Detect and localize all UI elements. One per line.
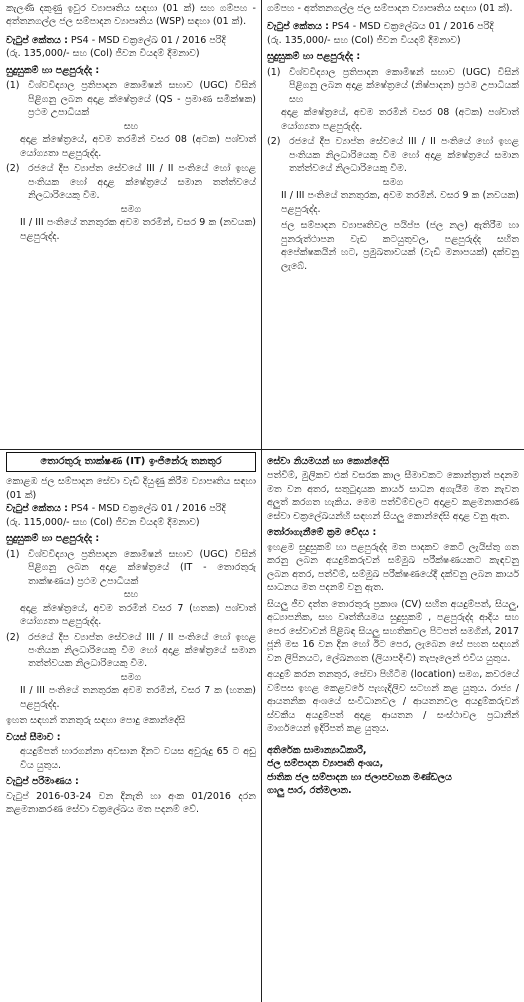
section-title: තොරතුරු තාක්ෂණ (IT) ඉංජිනේරු තනතුර <box>6 452 256 472</box>
top-right-column <box>267 2 519 273</box>
qualification-heading: සුදුසුකම් හා පළපුරුද්ද : <box>267 51 361 63</box>
bottom-left-column <box>6 452 256 817</box>
selection-heading: තෝරාගැනීමේ ක්‍රම වේදය : <box>267 527 377 539</box>
salary-amount: (රු. 115,000/- සහ (Col) ජීවන වියදම් දීමනාව) <box>6 516 200 528</box>
salary-label: වැටුප් කේතය : <box>6 34 68 46</box>
experience-text: අදාළ ක්ෂේත්‍රයේ, අවම තරමින් වසර 08 (අටක) පශ්චාත් යෝග්‍යතා පළපුරුද්ද. <box>20 134 256 159</box>
experience-text: II / III පංතියේ තනතුරක අවම තරමින්, වසර 7 ක (හතක) පළපුරුද්ද. <box>20 685 256 710</box>
address-line: ගාලු පාර, රත්මලාන. <box>267 785 352 797</box>
item-number: (1) <box>6 80 20 92</box>
item-number: (2) <box>6 163 20 175</box>
salary-amount: (රු. 135,000/- සහ (Col) ජීවන වියදම් දීමනාව) <box>267 34 461 46</box>
salary-code: PS4 - MSD චක්‍රලේඛ 01 / 2016 පරිදි <box>70 34 226 46</box>
experience-text: අදාළ ක්ෂේත්‍රයේ, අවම තරමින් වසර 08 (අටක) පශ්චාත් යෝග්‍යතා පළපුරුද්ද. <box>281 107 519 132</box>
and-word: සහ <box>123 120 139 132</box>
item-number: (1) <box>267 66 281 78</box>
experience-text: II / III පංතියේ තනතුරක, අවම තරමින්. වසර 9 ක (නවයක) පළපුරුද්ද. <box>281 190 519 215</box>
salary-label: වැටුප් කේතය : <box>267 21 329 33</box>
item-text: විශ්වවිද්‍යාල ප්‍රතිපාදන කොමිෂන් සභාව (UGC) විසින් පිළිගනු ලබන අදාළ ක්ෂේත්‍රයේ (IT - තොරතුරු තාක්ෂණය) ප්‍රථම උපාධියක් <box>28 548 256 587</box>
experience-text: II / III පංතියේ තනතුරක අවම තරමින්, වසර 9 ක (නවයක) පළපුරුද්ද. <box>20 217 256 242</box>
item-text: විශ්වවිද්‍යාල ප්‍රතිපාදන කොමිෂන් සභාව (UGC) විසින් පිළිගනු ලබන අදාළ ක්ෂේත්‍රයේ (නිෂ්පාදන) ප්‍රථම උපාධියක් සහ <box>289 66 519 105</box>
qualification-heading: සුදුසුකම් හා පළපුරුද්ද : <box>6 533 100 545</box>
salary-code: PS4 - MSD චක්‍රලේඛ 01 / 2016 පරිදි <box>70 503 226 515</box>
item-number: (1) <box>6 548 20 560</box>
item-number: (2) <box>6 631 20 643</box>
experience-text: අදාළ ක්ෂේත්‍රයේ, අවම තරමින් වසර 7 (හතක) පශ්චාත් යෝග්‍යතා පළපුරුද්ද. <box>20 602 256 628</box>
application-text: සියලු ජීව දත්ත තොරතුරු ප්‍රකාශ (CV) සහිත අයදුම්පත්, සියලු, අධ්‍යාපනික, සහ වෘත්තීයමය සුදුසුකම් , පළපුරුද්ද ආදිය සහ පෙර සේවාවන් පිළිබඳ සියලු සහතිකවල පිටපත් සමගින්, 2017 ජූනි මස 16 වන දින හෝ ඊට පෙර, ලැබෙන සේ පහත සඳහන් වන ලිපිනයට, ලේඛනගත (ලියාපදිංචි) තැපෑලෙන් එවිය යුතුය. <box>267 598 519 664</box>
intro-text: ගම්පහ - අත්තනගල්ල ජල සම්පාදන ව්‍යාපෘතිය සඳහා (01 ක්). <box>267 3 513 14</box>
salary-amount: (රු. 135,000/- සහ (Col) ජීවන වියදම් දීමනාව) <box>6 48 200 60</box>
and-word: සමග <box>120 671 142 683</box>
terms-text: පත්වීම්, මුලිකව එක් වසරක කාල සීමාවකට කොන්ත්‍රාත් පදනම මත වන අතර, සතුටුදායක කාර්ය සාධන අගැයීම මත නැවත අලුත් කරගත හැකිය. මෙම පත්වීම්වලට අදාළව කළමනාකරණ සේවා චක්‍රලේඛයන්හි සඳහන් සියලු කොන්දේසි අදාළ වනු ඇත. <box>267 470 519 522</box>
age-heading: වයස් සීමාව : <box>6 731 61 743</box>
qualification-heading: සුදුසුකම් හා පළපුරුද්ද : <box>6 64 100 76</box>
terms-heading: සේවා නියමයන් හා කොන්දේසි <box>267 456 390 467</box>
top-left-column <box>6 2 256 243</box>
selection-text: ඉහළම සුදුසුකම් හා පළපුරුද්ද මත පාදකව කෙටි ලැයිස්තු ගත කරනු ලබන අයදුම්කරුවන් සම්මුඛ පරීක්ෂණයකට කැඳවනු ලබන අතර, පත්වීම්, සම්මුඛ පරීක්ෂණයේදී දක්වනු ලබන කාර්ය සාධනය මත පදනම් වනු ඇත. <box>267 541 519 594</box>
priority-text: ජල සම්පාදන ව්‍යාපෘතිවල පයිප්ප (ජල නල) ඇතිරීම හා පුනරුත්ථාපන වැඩ කටයුතුවල, පළපුරුද්ද සහිත අපේක්ෂකයින් හට, ප්‍රමුඛතාවයක් (වැඩි මනාපයක්) දක්වනු ලැබේ. <box>281 220 519 272</box>
pay-text: වැටුප් 2016-03-24 වන දිනැති හා අංක 01/2016 දරන කළමනාකරණ සේවා චක්‍රලේඛය මත පදනම් වේ. <box>6 790 256 816</box>
and-word: සමග <box>382 176 404 188</box>
item-text: රජයේ දීප ව්‍යාප්ත සේවයේ III / II පංතියේ හෝ ඉහළ පංතියක හෝ අදාළ ක්ෂේත්‍රයේ සමාන තත්ත්වයේ නිලධාරියෙකු වීම. <box>28 163 256 202</box>
list-item <box>6 79 256 119</box>
intro-text: කොළඹ ජල සම්පාදන සේවා වැඩි දියුණු කිරීම ව්‍යාපෘතිය සඳහා (01 ක්) <box>6 476 256 501</box>
address-line: ජල සම්පාදන ව්‍යාපෘති අංශය, <box>267 758 384 770</box>
address-block <box>267 744 519 798</box>
item-text: රජයේ දීප ව්‍යාප්ත සේවයේ III / II පංතියේ හෝ ඉහළ පංතියක නිලධාරියෙකු වීම හෝ අදාළ ක්ෂේත්‍රයේ සමාන තත්ත්වයේ නිලධාරියෙකු වීම. <box>289 136 519 175</box>
and-word: සමග <box>120 203 142 215</box>
address-line: අතිරේක සාමාන්‍යාධිකාරී, <box>267 744 367 756</box>
list-item <box>6 162 256 202</box>
list-item <box>6 631 256 671</box>
bottom-right-column <box>267 452 519 798</box>
intro-text: කැලණි දකුණු ඉවුර ව්‍යාපෘතිය සඳහා (01 ක්) සහ ගම්පහ - අත්තනගල්ල ජල සම්පාදන ව්‍යාපෘතිය (WSP) සඳහා (01 ක්). <box>6 3 256 28</box>
list-item <box>6 548 256 588</box>
column-divider <box>261 0 262 1002</box>
address-line: ජාතික ජල සම්පාදන හා ජලාපවහන මණ්ඩලය <box>267 771 452 783</box>
salary-code: PS4 - MSD චක්‍රලේඛය 01 / 2016 පරිදි <box>331 21 494 33</box>
item-number: (2) <box>267 136 281 148</box>
item-text: විශ්වවිද්‍යාල ප්‍රතිපාදන කොමිෂන් සභාව (UGC) විසින් පිළිගනු ලබන අදාළ ක්ෂේත්‍රයේ (QS - ප්‍රමාණ සමීක්ෂක) ප්‍රථම උපාධියක් <box>28 80 256 119</box>
list-item <box>267 66 519 106</box>
section-divider <box>0 449 524 450</box>
list-item <box>267 135 519 175</box>
pay-heading: වැටුප් පරිමාණය : <box>6 776 79 788</box>
item-text: රජයේ දීප ව්‍යාප්ත සේවයේ III / II පංතියේ හෝ ඉහළ පංතියක නිලධාරියෙකු වීම හෝ අදාළ ක්ෂේත්‍රයේ සමාන තත්ත්වයක නිලධාරියෙකු වීම. <box>28 631 256 670</box>
general-conditions: ඉහත සඳහන් තනතුරු සඳහා පොදු කොන්දේසි <box>6 715 186 727</box>
salary-label: වැටුප් කේතය : <box>6 503 68 515</box>
age-text: අයදුම්පත් භාරගන්නා අවසාන දිනට වයස අවුරුදු 65 ට අඩු විය යුතුය. <box>20 746 256 771</box>
and-word: සහ <box>123 589 139 601</box>
envelope-text: අයදුම් කරන තනතුර, සේවා පිහිටීම (location) සමග, කවරයේ වම්පස ඉහළ කෙළවරේ පැහැදිලිව සටහන් කළ යුතුය. රාජ්‍ය / ආයතනික අංශයේ සංවිධානවල / ආයතනවල අයදුම්කරුවන් ස්වකීය අයදුම්පත් අදාළ ආයතන / සංස්ථාවල ප්‍රධානීන් මාර්ගයෙන් ඉදිරිපත් කළ යුතුය. <box>267 669 519 735</box>
